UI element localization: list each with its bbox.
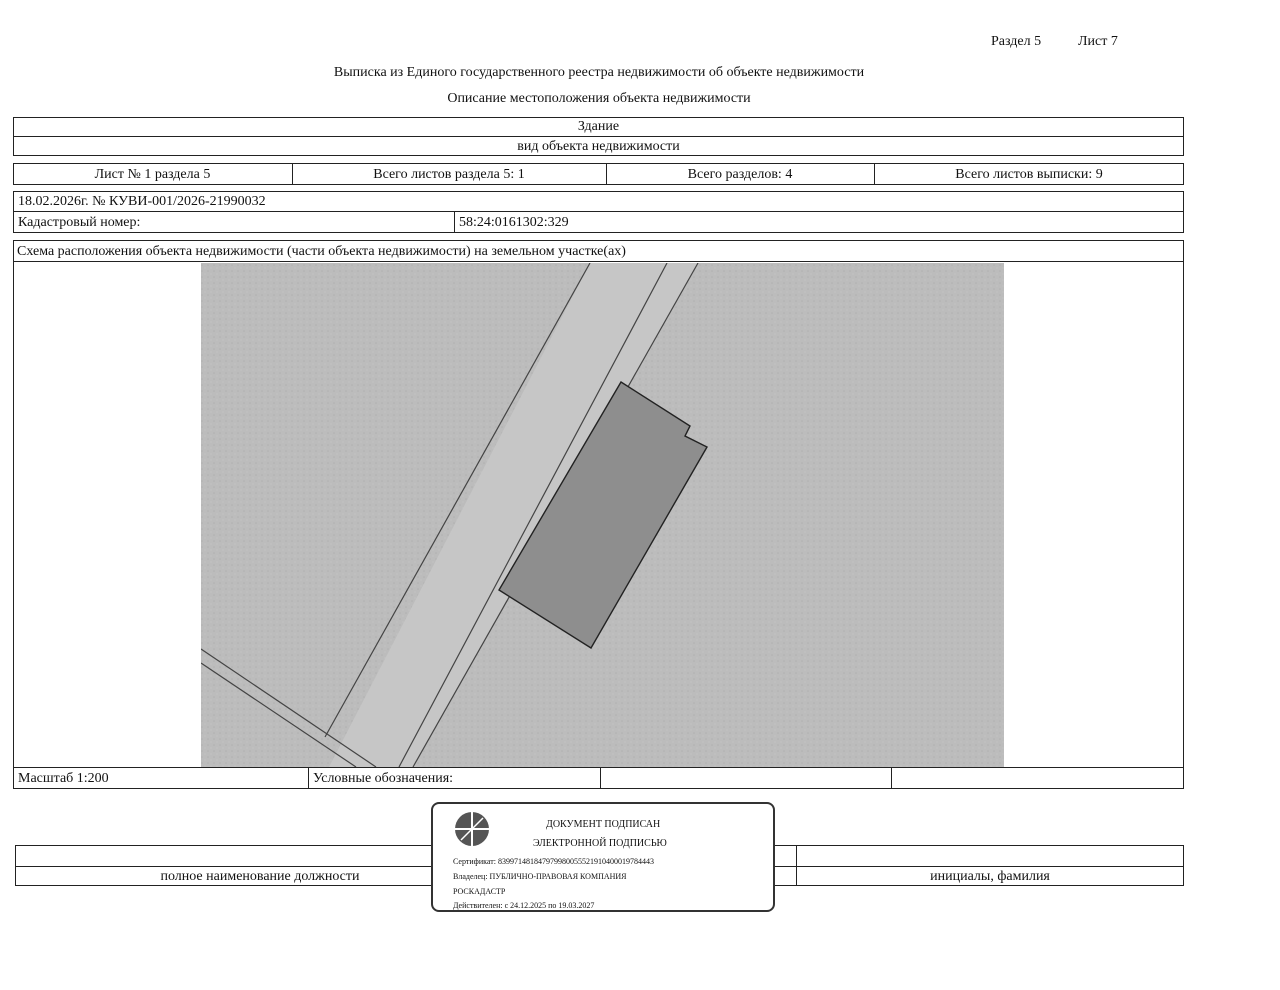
map-drawing	[201, 263, 1004, 767]
document-title: Выписка из Единого государственного реестра недвижимости об объекте недвижимости	[333, 65, 865, 80]
document-subtitle: Описание местоположения объекта недвижимости	[447, 91, 751, 106]
object-type-label: вид объекта недвижимости	[517, 139, 680, 154]
divider	[13, 767, 1184, 768]
sheet-no: Лист № 1 раздела 5	[94, 167, 211, 182]
divider	[454, 211, 455, 233]
emblem-icon	[453, 810, 491, 848]
stamp-line2: ЭЛЕКТРОННОЙ ПОДПИСЬЮ	[533, 838, 667, 849]
position-label: полное наименование должности	[160, 869, 360, 884]
scheme-title: Схема расположения объекта недвижимости (части объекта недвижимости) на земельном участке(ах)	[17, 244, 626, 259]
stamp-certificate: Сертификат: 839971481847979980055521910400019784443	[453, 857, 654, 866]
cadastral-map	[201, 263, 1004, 767]
divider	[13, 136, 1184, 137]
divider	[600, 767, 601, 789]
stamp-valid: Действителен: с 24.12.2025 по 19.03.2027	[453, 901, 595, 910]
object-type-value: Здание	[577, 119, 620, 134]
electronic-signature-stamp	[431, 802, 775, 912]
record-date-number: 18.02.2026г. № КУВИ-001/2026-21990032	[18, 194, 266, 209]
name-label: инициалы, фамилия	[930, 869, 1050, 884]
cadastral-value: 58:24:0161302:329	[459, 215, 569, 230]
stamp-owner: Владелец: ПУБЛИЧНО-ПРАВОВАЯ КОМПАНИЯ	[453, 872, 627, 881]
total-sections: Всего разделов: 4	[687, 167, 793, 182]
divider	[308, 767, 309, 789]
total-sheets-section: Всего листов раздела 5: 1	[373, 167, 525, 182]
divider	[891, 767, 892, 789]
total-sheets: Всего листов выписки: 9	[955, 167, 1103, 182]
scale-label: Масштаб 1:200	[18, 771, 109, 786]
divider	[13, 261, 1184, 262]
divider	[13, 211, 1184, 212]
stamp-line1: ДОКУМЕНТ ПОДПИСАН	[546, 819, 661, 830]
stamp-owner-2: РОСКАДАСТР	[453, 887, 506, 896]
legend-label: Условные обозначения:	[313, 771, 454, 786]
cadastral-label: Кадастровый номер:	[18, 215, 141, 230]
sheet-number: Лист 7	[1078, 34, 1118, 49]
section-number: Раздел 5	[991, 34, 1042, 49]
